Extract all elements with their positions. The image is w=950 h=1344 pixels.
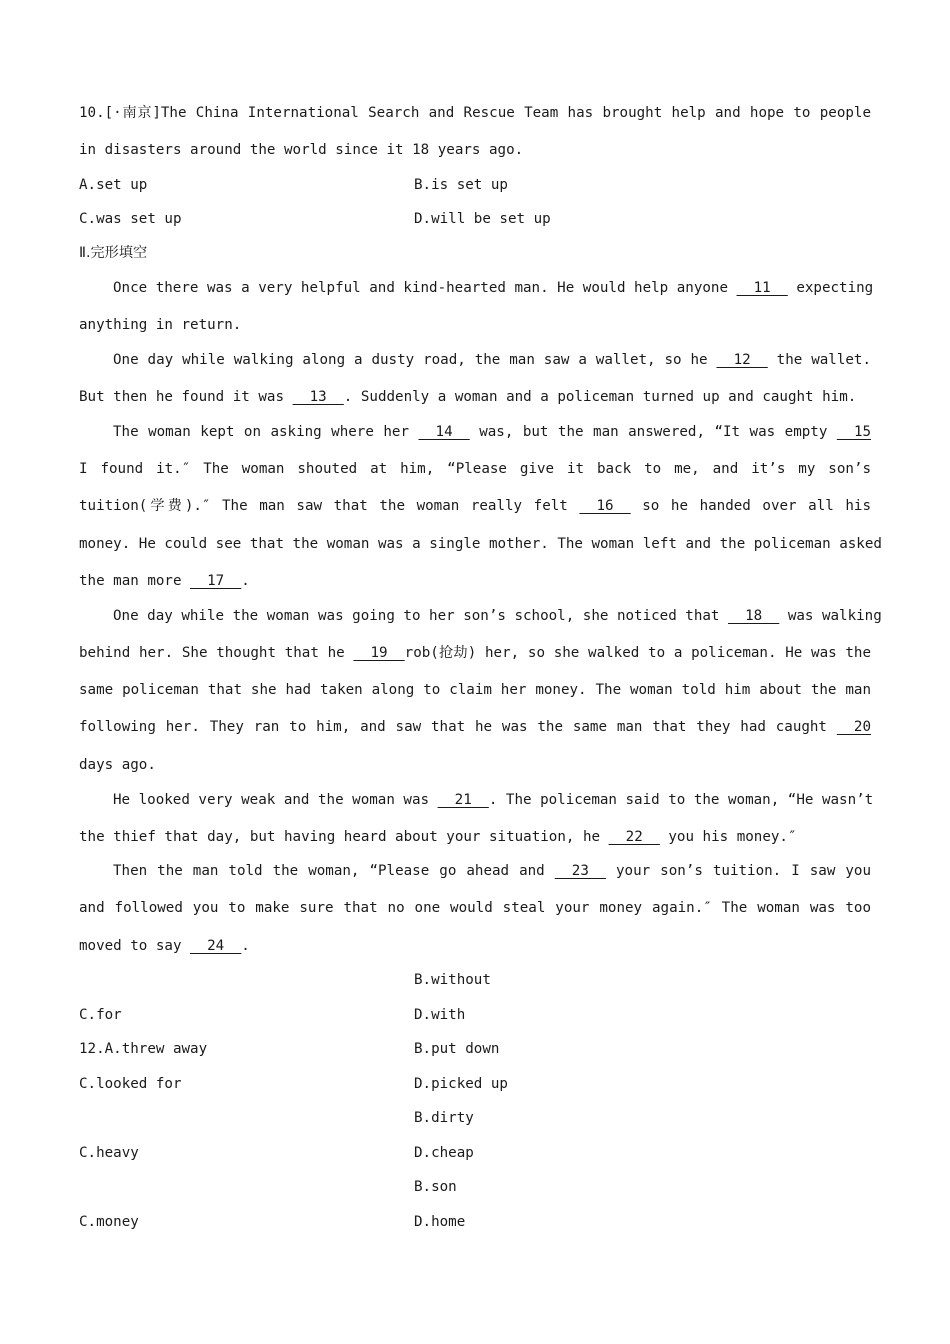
passage-text: But then he found it was bbox=[79, 389, 284, 405]
blank-14: 14 bbox=[418, 424, 470, 440]
passage-text: . The policeman said to the woman, “He wasn’t bbox=[488, 792, 874, 808]
passage-line bbox=[79, 861, 871, 881]
passage-line bbox=[79, 496, 871, 516]
blank-12: 12 bbox=[716, 352, 768, 368]
blank-15: 15 bbox=[836, 424, 872, 440]
passage-line: I found it.″ The woman shouted at him, “Please give it back to me, and it’s my son’s bbox=[79, 461, 871, 477]
passage-line bbox=[79, 827, 871, 847]
q14-option-b: B.son bbox=[414, 1179, 457, 1195]
passage-line bbox=[79, 571, 871, 591]
q11-option-b: B.without bbox=[414, 972, 491, 988]
q14-option-c: C.money bbox=[79, 1214, 139, 1230]
question-10-option-a: A.set up bbox=[79, 177, 148, 193]
q11-option-d: D.with bbox=[414, 1007, 466, 1023]
passage-line bbox=[79, 350, 871, 370]
passage-text: the wallet. bbox=[776, 352, 872, 368]
passage-line: and followed you to make sure that no one would steal your money again.″ The woman was too bbox=[79, 900, 871, 916]
passage-text: you his money.″ bbox=[668, 829, 797, 845]
q11-option-c: C.for bbox=[79, 1007, 122, 1023]
passage-line bbox=[79, 790, 874, 810]
passage-text: The woman kept on asking where her bbox=[113, 424, 409, 440]
blank-16: 16 bbox=[579, 498, 631, 514]
q12-option-d: D.picked up bbox=[414, 1076, 508, 1092]
passage-line: money. He could see that the woman was a single mother. The woman left and the policeman asked bbox=[79, 536, 882, 552]
passage-text: tuition(学费).″ The man saw that the woman really felt bbox=[79, 498, 568, 514]
passage-text: He looked very weak and the woman was bbox=[113, 792, 430, 808]
passage-text: One day while the woman was going to her son’s school, she noticed that bbox=[113, 608, 720, 624]
blank-20: 20 bbox=[836, 719, 871, 735]
passage-text: the man more bbox=[79, 573, 182, 589]
passage-line bbox=[79, 387, 871, 407]
blank-21: 21 bbox=[437, 792, 489, 808]
question-10-option-d: D.will be set up bbox=[414, 211, 551, 227]
passage-line bbox=[79, 422, 871, 442]
q13-option-d: D.cheap bbox=[414, 1145, 474, 1161]
question-10-stem-line-1: 10.[·南京]The China International Search and Rescue Team has brought help and hope to people bbox=[79, 105, 871, 121]
blank-22: 22 bbox=[608, 829, 660, 845]
passage-text: your son’s tuition. I saw you bbox=[615, 863, 872, 879]
blank-11: 11 bbox=[736, 280, 788, 296]
passage-text: . bbox=[241, 938, 250, 954]
passage-text: following her. They ran to him, and saw that he was the same man that they had caught bbox=[79, 719, 827, 735]
q12-option-c: C.looked for bbox=[79, 1076, 182, 1092]
passage-text: moved to say bbox=[79, 938, 182, 954]
passage-text: One day while walking along a dusty road, the man saw a wallet, so he bbox=[113, 352, 708, 368]
passage-line bbox=[79, 717, 871, 737]
passage-text: behind her. She thought that he bbox=[79, 645, 345, 661]
question-10-option-b: B.is set up bbox=[414, 177, 508, 193]
passage-text: . Suddenly a woman and a policeman turned up and caught him. bbox=[343, 389, 857, 405]
passage-text: expecting bbox=[796, 280, 874, 296]
passage-text: the thief that day, but having heard about your situation, he bbox=[79, 829, 601, 845]
question-10-option-c: C.was set up bbox=[79, 211, 182, 227]
passage-line bbox=[79, 606, 882, 626]
blank-18: 18 bbox=[728, 608, 780, 624]
q13-option-c: C.heavy bbox=[79, 1145, 139, 1161]
q13-option-b: B.dirty bbox=[414, 1110, 474, 1126]
blank-13: 13 bbox=[292, 389, 344, 405]
passage-line: days ago. bbox=[79, 757, 156, 773]
passage-line: anything in return. bbox=[79, 317, 242, 333]
passage-line bbox=[79, 278, 874, 298]
q14-option-d: D.home bbox=[414, 1214, 466, 1230]
passage-text: Once there was a very helpful and kind-hearted man. He would help anyone bbox=[113, 280, 728, 296]
passage-text: so he handed over all his bbox=[642, 498, 871, 514]
passage-text: rob(抢劫) her, so she walked to a policeman. He was the bbox=[404, 645, 871, 661]
passage-line bbox=[79, 936, 871, 956]
passage-text: was, but the man answered, “It was empty bbox=[479, 424, 828, 440]
section-title: Ⅱ.完形填空 bbox=[79, 245, 148, 261]
passage-line: same policeman that she had taken along to claim her money. The woman told him about the man bbox=[79, 682, 871, 698]
blank-23: 23 bbox=[554, 863, 606, 879]
question-10-stem-line-2: in disasters around the world since it 18 years ago. bbox=[79, 142, 524, 158]
blank-19: 19 bbox=[353, 645, 405, 661]
blank-17: 17 bbox=[190, 573, 242, 589]
q12-option-a: 12.A.threw away bbox=[79, 1041, 208, 1057]
blank-24: 24 bbox=[190, 938, 242, 954]
passage-text: was walking bbox=[787, 608, 882, 624]
passage-line bbox=[79, 643, 871, 663]
passage-text: . bbox=[241, 573, 250, 589]
passage-text: Then the man told the woman, “Please go ahead and bbox=[113, 863, 545, 879]
q12-option-b: B.put down bbox=[414, 1041, 500, 1057]
